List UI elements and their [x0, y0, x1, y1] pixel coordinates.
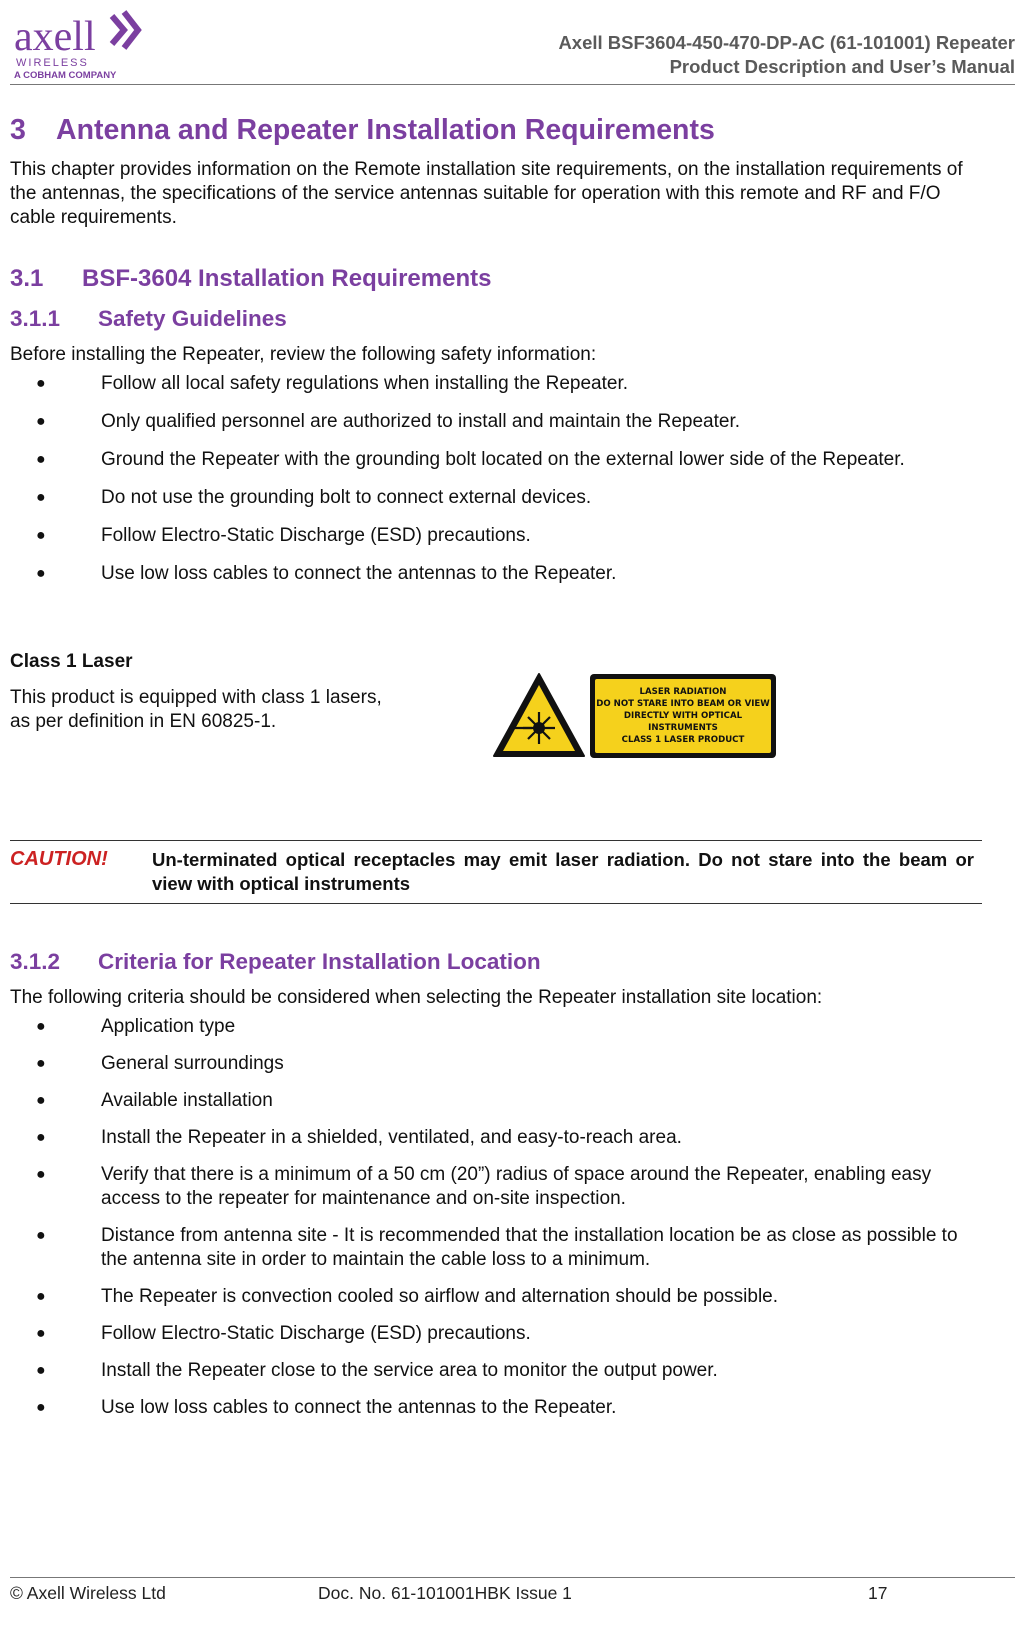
logo-company: A COBHAM COMPANY [14, 70, 117, 78]
bullet-icon: ● [36, 413, 46, 430]
chapter-intro: This chapter provides information on the Remote installation site requirements, on the installation requirements of the antennas, the specifications of the service antennas suitable for operation with this remote and RF and F/O cable requirements. [10, 159, 963, 228]
laser-radiation-label [590, 674, 776, 758]
list-item: ● General surroundings [36, 1053, 284, 1074]
list-item: ● Install the Repeater in a shielded, ventilated, and easy-to-reach area. [36, 1127, 682, 1148]
section-title: BSF-3604 Installation Requirements [82, 265, 492, 292]
list-item: ● Follow Electro-Static Discharge (ESD) precautions. [36, 1323, 531, 1344]
footer-divider [10, 1577, 1015, 1578]
list-item: ● Only qualified personnel are authorized to install and maintain the Repeater. [36, 411, 741, 432]
bullet-icon: ● [36, 1362, 46, 1379]
list-item: ● Ground the Repeater with the grounding bolt located on the external lower side of the Repeater. [36, 449, 905, 470]
section-3-1-heading [10, 265, 491, 293]
list-item: ● Application type [36, 1016, 236, 1037]
section-3-1-1-heading [10, 306, 287, 332]
list-item: ● Verify that there is a minimum of a 50 cm (20”) radius of space around the Repeater, enabling easy access to the repeater for maintenance and on-site inspection. [36, 1164, 932, 1209]
header-subtitle: Product Description and User’s Manual [669, 56, 1015, 77]
list-item: ● Available installation [36, 1090, 273, 1111]
bullet-icon: ● [36, 1227, 46, 1244]
list-item: ● Use low loss cables to connect the antennas to the Repeater. [36, 563, 617, 584]
logo-wordmark: axell [14, 14, 96, 60]
chapter-title: Antenna and Repeater Installation Requirements [56, 114, 715, 146]
logo-chevron-1 [112, 16, 124, 44]
laser-warning-icon [492, 672, 586, 758]
bullet-icon: ● [36, 1166, 46, 1183]
section-title: Criteria for Repeater Installation Location [98, 949, 541, 974]
laser-description-line-2: as per definition in EN 60825-1. [10, 711, 277, 732]
bullet-icon: ● [36, 1092, 46, 1109]
caution-text: Un-terminated optical receptacles may emit laser radiation. Do not stare into the beam or view with optical instruments [152, 849, 974, 894]
list-item: ● Use low loss cables to connect the antennas to the Repeater. [36, 1397, 617, 1418]
label-line: CLASS 1 LASER PRODUCT [621, 735, 745, 745]
label-line: DO NOT STARE INTO BEAM OR VIEW [596, 699, 770, 709]
list-item: ● Do not use the grounding bolt to connect external devices. [36, 487, 592, 508]
bullet-icon: ● [36, 527, 46, 544]
laser-description-line-1: This product is equipped with class 1 lasers, [10, 687, 382, 708]
list-item: ● The Repeater is convection cooled so airflow and alternation should be possible. [36, 1286, 779, 1307]
bullet-icon: ● [36, 375, 46, 392]
section-number: 3.1 [10, 265, 44, 292]
chapter-heading [10, 114, 715, 147]
list-item: ● Follow Electro-Static Discharge (ESD) precautions. [36, 525, 531, 546]
chapter-number: 3 [10, 114, 26, 146]
label-line: DIRECTLY WITH OPTICAL [623, 711, 743, 721]
label-line: INSTRUMENTS [648, 723, 718, 733]
caution-label: CAUTION! [10, 848, 108, 870]
list-item: ● Install the Repeater close to the service area to monitor the output power. [36, 1360, 718, 1381]
section-number: 3.1.1 [10, 306, 61, 331]
bullet-icon: ● [36, 1055, 46, 1072]
header-divider [10, 84, 1015, 85]
footer-page-number: 17 [868, 1583, 888, 1603]
criteria-bullet-list [36, 1015, 985, 1420]
section-3-1-2-heading [10, 949, 541, 975]
section-title: Safety Guidelines [98, 306, 287, 331]
bullet-icon: ● [36, 1129, 46, 1146]
footer-doc-number: Doc. No. 61-101001HBK Issue 1 [318, 1583, 572, 1603]
bullet-icon: ● [36, 565, 46, 582]
bullet-icon: ● [36, 489, 46, 506]
company-logo [12, 6, 152, 78]
bullet-icon: ● [36, 1399, 46, 1416]
criteria-intro: The following criteria should be considered when selecting the Repeater installation site location: [10, 987, 823, 1008]
label-line: LASER RADIATION [639, 687, 727, 697]
section-number: 3.1.2 [10, 949, 61, 974]
bullet-icon: ● [36, 1325, 46, 1342]
safety-intro: Before installing the Repeater, review the following safety information: [10, 344, 597, 365]
list-item: ● Follow all local safety regulations when installing the Repeater. [36, 373, 629, 394]
header-title: Axell BSF3604-450-470-DP-AC (61-101001) Repeater [558, 32, 1015, 53]
laser-heading: Class 1 Laser [10, 651, 133, 672]
safety-bullet-list [36, 372, 985, 586]
bullet-icon: ● [36, 1018, 46, 1035]
logo-subtitle: WIRELESS [16, 57, 89, 69]
list-item: ● Distance from antenna site - It is recommended that the installation location be as close as possible to the antenna site in order to maintain the cable loss to a minimum. [36, 1225, 958, 1270]
footer-copyright: © Axell Wireless Ltd [10, 1583, 166, 1603]
bullet-icon: ● [36, 451, 46, 468]
bullet-icon: ● [36, 1288, 46, 1305]
